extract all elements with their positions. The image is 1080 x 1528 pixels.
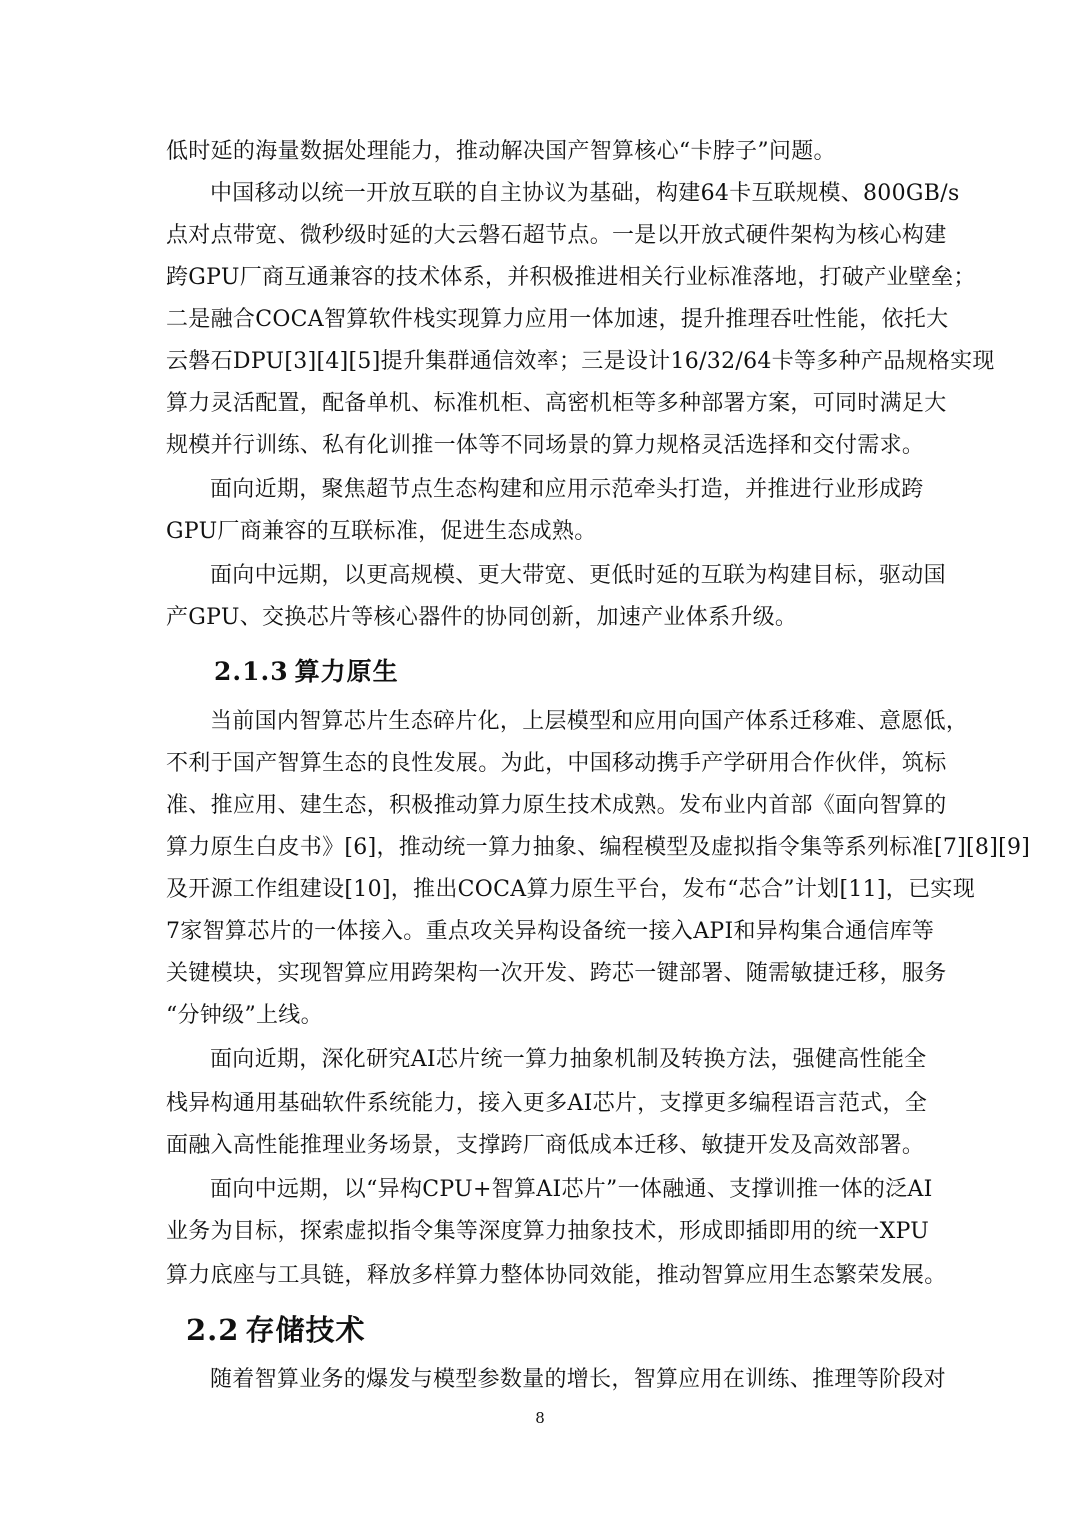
text-line: 准、推应用、建生态，积极推动算力原生技术成熟。发布业内首部《面向智算的	[166, 793, 947, 818]
text-line: 中国移动以统一开放互联的自主协议为基础，构建64卡互联规模、800GB/s	[210, 181, 960, 206]
text-line: 点对点带宽、微秒级时延的大云磐石超节点。一是以开放式硬件架构为核心构建	[166, 223, 947, 248]
text-line: 面融入高性能推理业务场景，支撑跨厂商低成本迁移、敏捷开发及高效部署。	[166, 1133, 925, 1158]
chapter-heading	[186, 1312, 365, 1348]
text-line: 不利于国产智算生态的良性发展。为此，中国移动携手产学研用合作伙伴，筑标	[166, 751, 947, 776]
text-line: 随着智算业务的爆发与模型参数量的增长，智算应用在训练、推理等阶段对	[210, 1367, 946, 1392]
text-line: 二是融合COCA智算软件栈实现算力应用一体加速，提升推理吞吐性能，依托大	[166, 307, 949, 332]
text-line: 面向近期，深化研究AI芯片统一算力抽象机制及转换方法，强健高性能全	[210, 1047, 927, 1072]
text-line: 栈异构通用基础软件系统能力，接入更多AI芯片，支撑更多编程语言范式，全	[166, 1091, 928, 1116]
text-line: 产GPU、交换芯片等核心器件的协同创新，加速产业体系升级。	[166, 605, 798, 630]
section-number: 2.1.3	[214, 657, 289, 686]
text-line: 低时延的海量数据处理能力，推动解决国产智算核心“卡脖子”问题。	[166, 139, 836, 164]
text-line: 面向近期，聚焦超节点生态构建和应用示范牵头打造，并推进行业形成跨	[210, 477, 924, 502]
text-line: GPU厂商兼容的互联标准，促进生态成熟。	[166, 519, 597, 544]
text-line: 业务为目标，探索虚拟指令集等深度算力抽象技术，形成即插即用的统一XPU	[166, 1219, 930, 1244]
chapter-number: 2.2	[186, 1313, 240, 1347]
section-heading	[214, 656, 399, 688]
text-line: 面向中远期，以“异构CPU+智算AI芯片”一体融通、支撑训推一体的泛AI	[210, 1177, 933, 1202]
text-line: 7家智算芯片的一体接入。重点攻关异构设备统一接入API和异构集合通信库等	[166, 919, 935, 944]
text-line: “分钟级”上线。	[166, 1003, 323, 1028]
chapter-title: 存储技术	[245, 1313, 366, 1347]
text-line: 算力原生白皮书》[6]，推动统一算力抽象、编程模型及虚拟指令集等系列标准[7][8][9]	[166, 835, 1031, 860]
text-line: 云磐石DPU[3][4][5]提升集群通信效率；三是设计16/32/64卡等多种产品规格实现	[166, 349, 995, 374]
text-line: 规模并行训练、私有化训推一体等不同场景的算力规格灵活选择和交付需求。	[166, 433, 925, 458]
text-line: 及开源工作组建设[10]，推出COCA算力原生平台，发布“芯合”计划[11]，已实现	[166, 877, 976, 902]
text-line: 当前国内智算芯片生态碎片化，上层模型和应用向国产体系迁移难、意愿低，	[210, 709, 969, 734]
text-line: 面向中远期，以更高规模、更大带宽、更低时延的互联为构建目标，驱动国	[210, 563, 946, 588]
text-line: 算力灵活配置，配备单机、标准机柜、高密机柜等多种部署方案，可同时满足大	[166, 391, 947, 416]
text-line: 跨GPU厂商互通兼容的技术体系，并积极推进相关行业标准落地，打破产业壁垒；	[166, 265, 976, 290]
section-title: 算力原生	[294, 657, 399, 686]
text-line: 算力底座与工具链，释放多样算力整体协同效能，推动智算应用生态繁荣发展。	[166, 1263, 947, 1288]
page-number: 8	[535, 1409, 545, 1427]
text-line: 关键模块，实现智算应用跨架构一次开发、跨芯一键部署、随需敏捷迁移，服务	[166, 961, 947, 986]
